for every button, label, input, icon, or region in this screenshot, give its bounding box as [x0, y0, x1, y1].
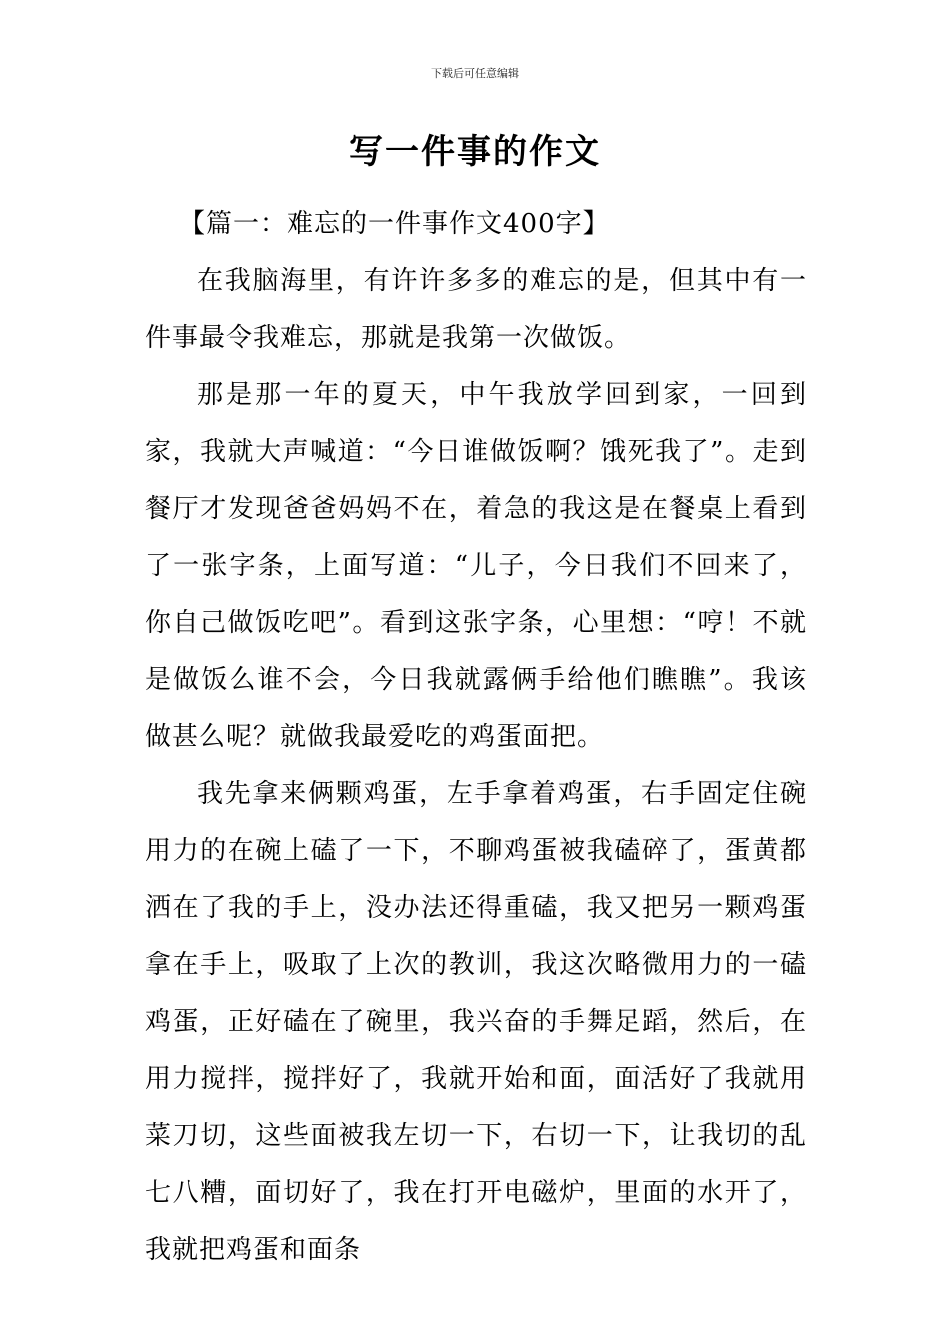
page-header-note: 下载后可任意编辑: [431, 67, 519, 80]
document-title: 写一件事的作文: [349, 132, 601, 172]
section-heading: 【篇一：难忘的一件事作文400字】: [179, 209, 610, 239]
paragraph-2: 那是那一年的夏天，中午我放学回到家，一回到家，我就大声喊道：“今日谁做饭啊？饿死我了”。走到餐厅才发现爸爸妈妈不在，着急的我这是在餐桌上看到了一张字条，上面写道：“儿子，今日我们不回来了，你自己做饭吃吧”。看到这张字条，心里想：“哼！不就是做饭么谁不会，今日我就露俩手给他们瞧瞧”。我该做甚么呢？就做我最爱吃的鸡蛋面把。: [145, 380, 807, 752]
paragraph-3: 我先拿来俩颗鸡蛋，左手拿着鸡蛋，右手固定住碗用力的在碗上磕了一下，不聊鸡蛋被我磕碎了，蛋黄都洒在了我的手上，没办法还得重磕，我又把另一颗鸡蛋拿在手上，吸取了上次的教训，我这次略微用力的一磕鸡蛋，正好磕在了碗里，我兴奋的手舞足蹈，然后，在用力搅拌，搅拌好了，我就开始和面，面活好了我就用菜刀切，这些面被我左切一下，右切一下，让我切的乱七八糟，面切好了，我在打开电磁炉，里面的水开了，我就把鸡蛋和面条: [145, 779, 807, 1265]
article-body: [145, 196, 807, 1279]
paragraph-1: 在我脑海里，有许许多多的难忘的是，但其中有一件事最令我难忘，那就是我第一次做饭。: [145, 266, 807, 353]
